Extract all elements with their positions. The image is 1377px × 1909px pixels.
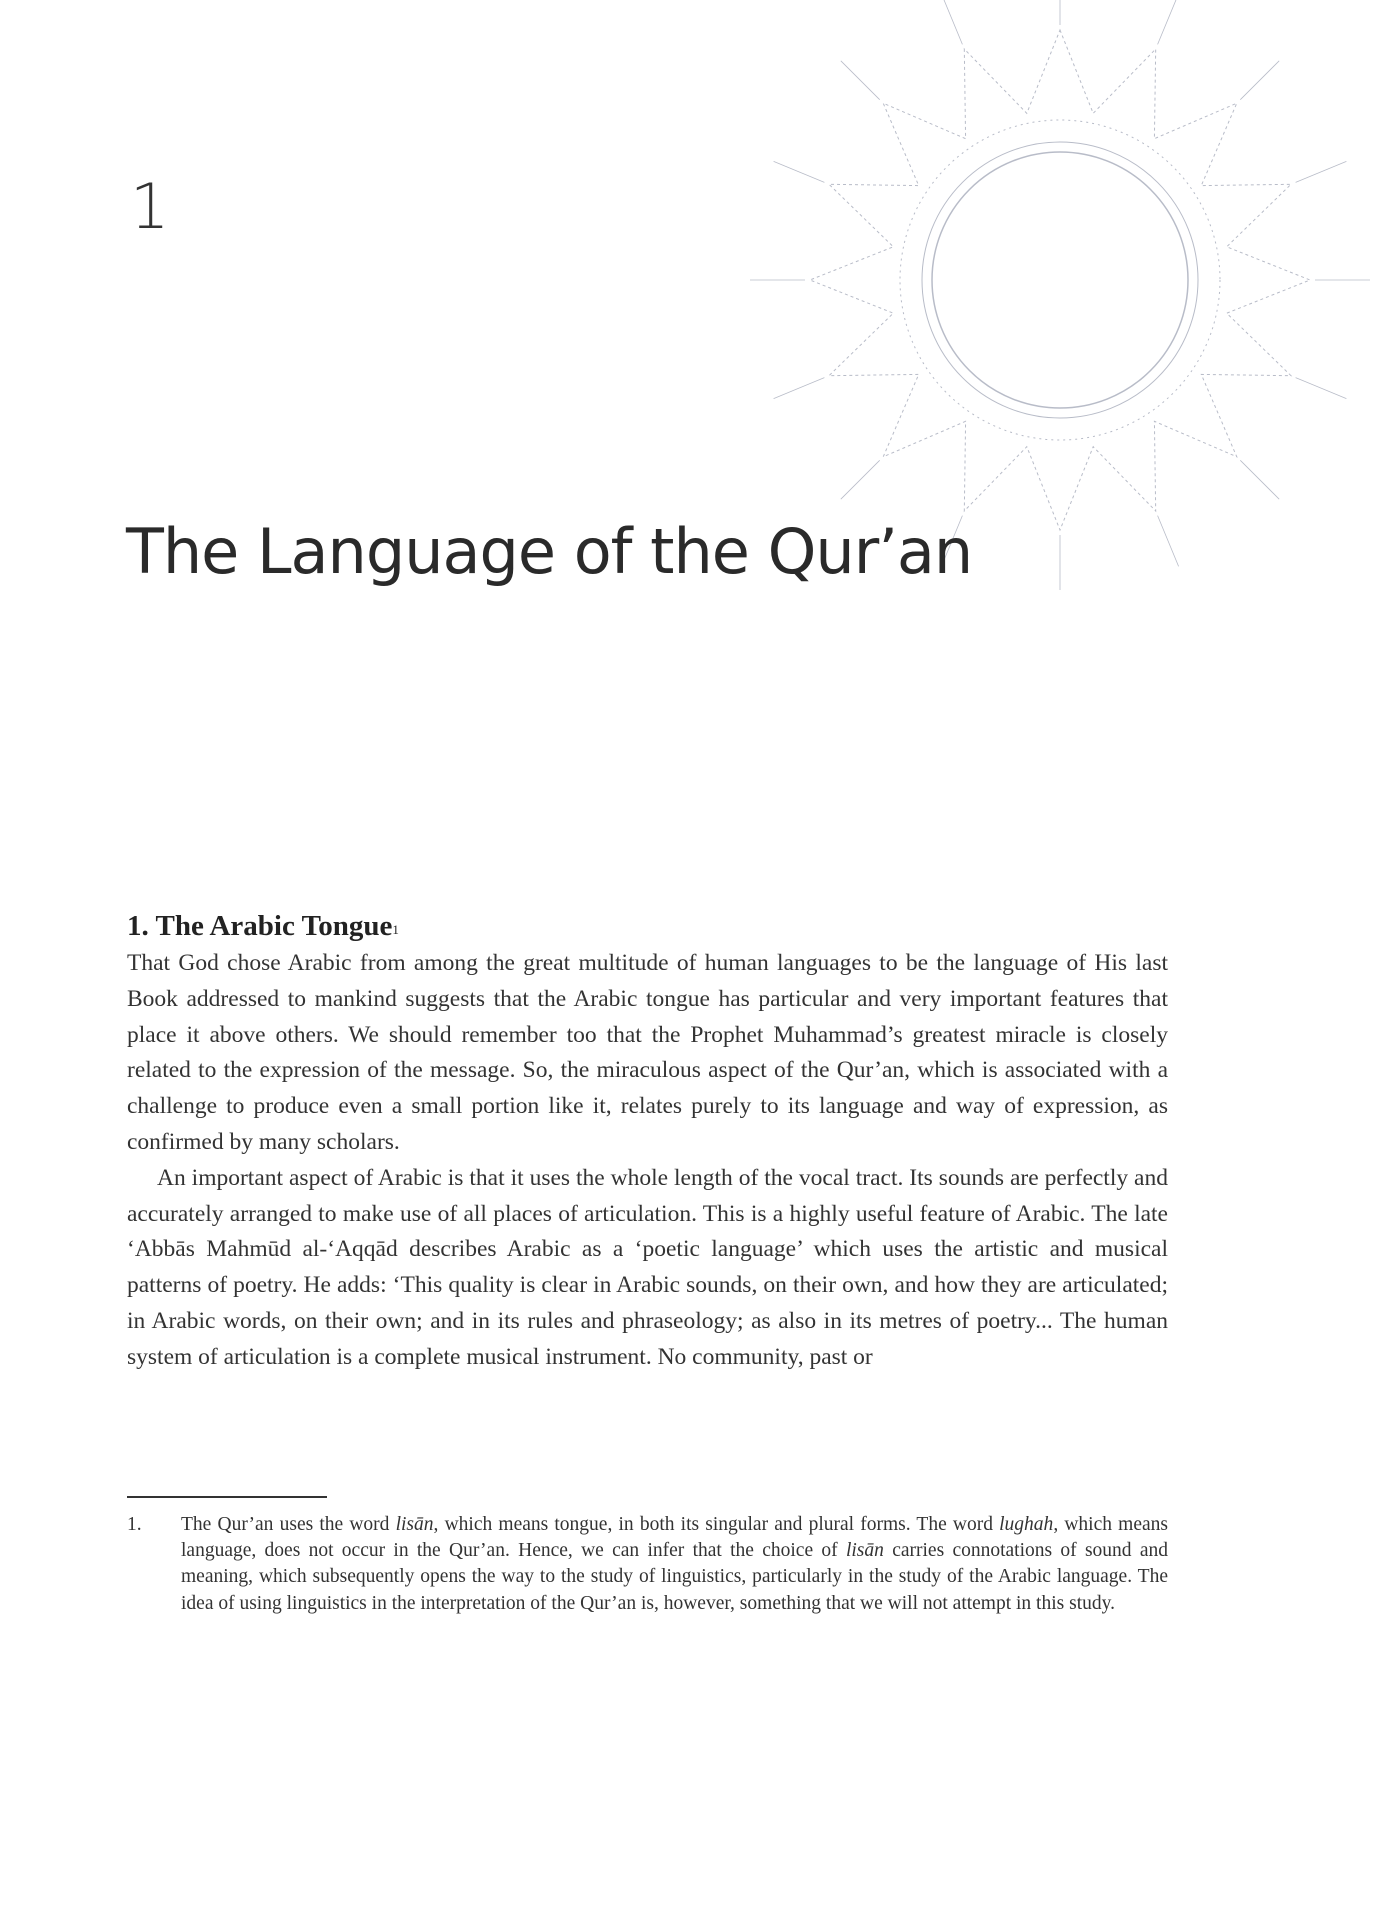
ornament-ray (774, 161, 825, 182)
ornament-ray (1240, 61, 1279, 100)
paragraph: An important aspect of Arabic is that it uses the whole length of the vocal tract. Its sounds are perfectly and accurately arranged to make use of all places of articulation. This is a highly useful feature of Arabic. The late ‘Abbās Mahmūd al-‘Aqqād describes Arabic as a ‘poetic language’ which uses the artistic and musical patterns of poetry. He adds: ‘This quality is clear in Arabic sounds, on their own, and how they are articulated; in Arabic words, on their own; and in its rules and phraseology; as also in its metres of poetry... The human system of articulation is a complete musical instrument. No community, past or (127, 1164, 1168, 1370)
footnote-divider (127, 1496, 327, 1498)
chapter-number: 1 (130, 170, 170, 243)
chapter-title: The Language of the Qur’an (126, 515, 973, 588)
ornament-ring (922, 142, 1198, 418)
ornament-ray (841, 61, 880, 100)
section-heading-text: 1. The Arabic Tongue (127, 910, 393, 942)
footnote-term: lisān (845, 1540, 884, 1562)
section-heading (127, 908, 1168, 944)
footnote-text-part: carries connotations of sound and meaning, which subsequently opens the way to the study of linguistics, particularly in the study of the Arabic language. The idea of using linguistics in the interpretation of the Qur’an is, however, something that we will not attempt in this study. (181, 1540, 1168, 1614)
body-text (127, 908, 1168, 1376)
ornament-ray (1240, 460, 1279, 499)
ornament-ray (1296, 161, 1347, 182)
footnote-text-part: , which means language, does not occur in the Qur’an. Hence, we can infer that the choice of (181, 1514, 1168, 1562)
footnote (127, 1512, 1168, 1617)
paragraph: That God chose Arabic from among the great multitude of human languages to be the language of His last Book addressed to mankind suggests that the Arabic tongue has particular and very important features that place it above others. We should remember too that the Prophet Muhammad’s greatest miracle is closely related to the expression of the message. So, the miraculous aspect of the Qur’an, which is associated with a challenge to produce even a small portion like it, relates purely to its language and way of expression, as confirmed by many scholars. (127, 950, 1168, 1155)
ornament-ring (932, 152, 1188, 408)
decorative-star-ornament (740, 0, 1377, 600)
ornament-ray (841, 460, 880, 499)
ornament-ray (774, 378, 825, 399)
ornament-ray (1158, 0, 1179, 44)
ornament-star (810, 30, 1310, 530)
ornament-ray (941, 0, 962, 44)
footnote-number: 1. (127, 1514, 142, 1535)
ornament-ring (900, 120, 1220, 440)
footnote-reference[interactable]: 1 (392, 922, 399, 937)
ornament-ray (1158, 516, 1179, 567)
footnote-term: lughah (999, 1514, 1054, 1535)
footnote-text (181, 1512, 1168, 1617)
footnote-term: lisān (395, 1514, 434, 1535)
footnote-text-part: , which means tongue, in both its singular and plural forms. The word (433, 1514, 1000, 1535)
ornament-ray (1296, 378, 1347, 399)
footnote-text-part: The Qur’an uses the word (181, 1514, 396, 1535)
